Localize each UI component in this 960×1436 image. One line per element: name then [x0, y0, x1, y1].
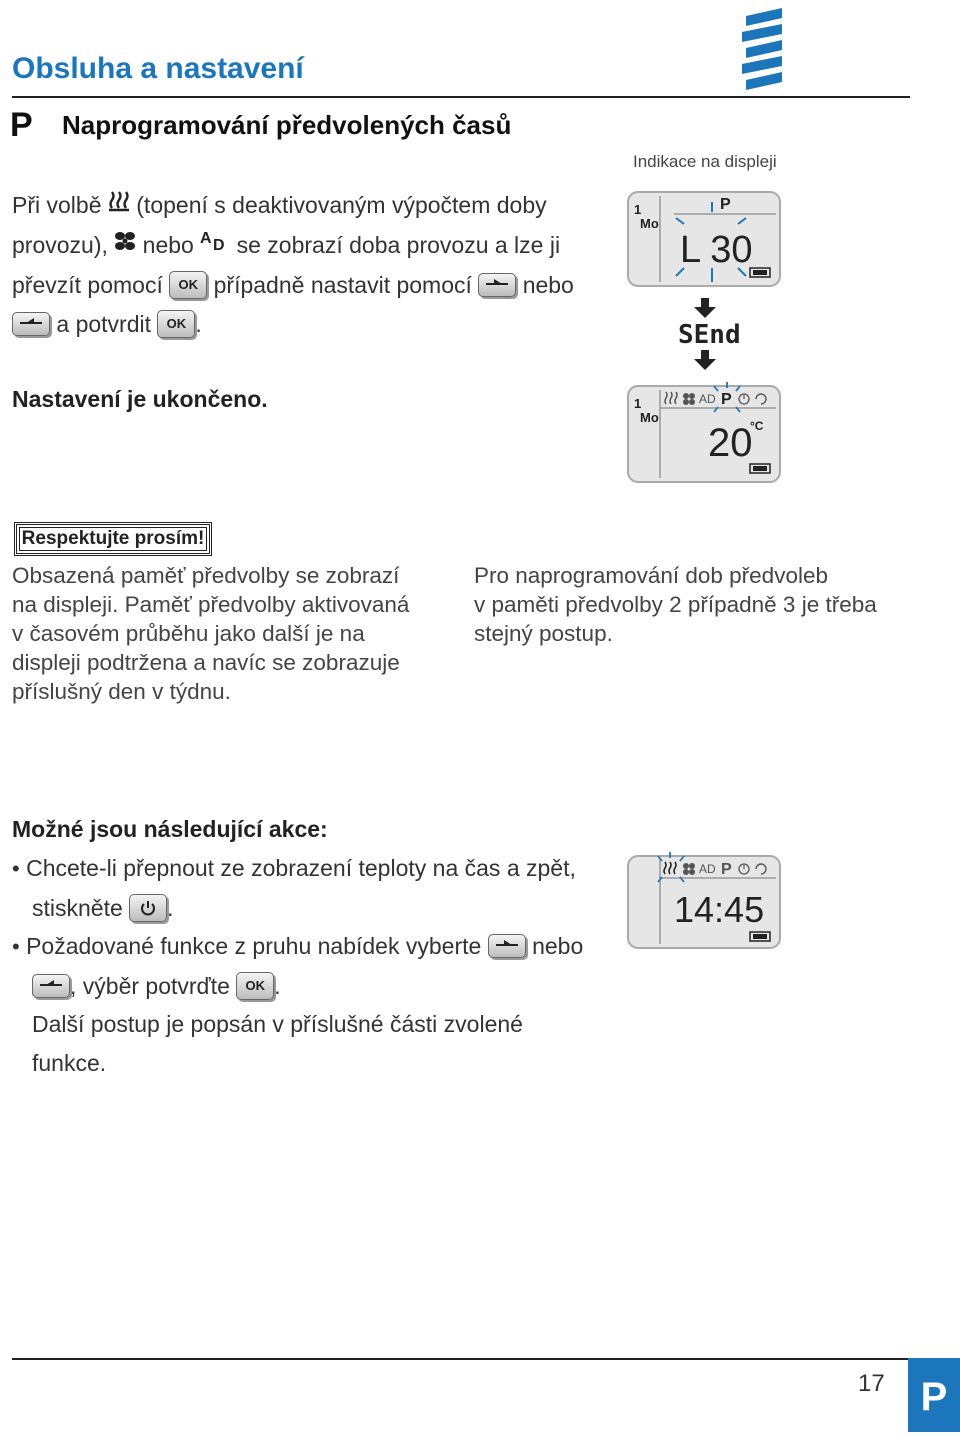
display-memory-number: 1 — [634, 396, 642, 411]
list-item-text: . — [274, 972, 281, 999]
power-key-icon — [129, 894, 167, 922]
intro-text: nebo — [142, 232, 194, 259]
list-item-continuation — [12, 967, 622, 1006]
section-letter: P — [10, 106, 33, 144]
ad-icon — [200, 225, 230, 264]
section-tab: P — [908, 1358, 960, 1432]
notice-line: Obsazená paměť předvolby se zobrazí — [12, 563, 400, 588]
display-unit: °C — [750, 419, 764, 433]
display-ad-symbol: AD — [699, 862, 716, 876]
intro-text: převzít pomocí — [12, 272, 163, 299]
intro-text: (topení s deaktivovaným výpočtem doby — [136, 192, 547, 218]
list-item-continuation — [12, 1005, 622, 1044]
settings-done-text: Nastavení je ukončeno. — [12, 386, 268, 412]
display-day: Mo — [640, 410, 659, 425]
intro-line-2 — [12, 226, 612, 266]
actions-title: Možné jsou následující akce: — [12, 816, 328, 842]
list-item-continuation — [12, 889, 622, 928]
list-item-text: nebo — [532, 933, 584, 960]
list-item-text: Další postup je popsán v příslušné části zvolené — [32, 1011, 523, 1038]
arrow-right-key-icon — [12, 312, 50, 336]
notice-left-text — [12, 561, 452, 706]
display-value: 14:45 — [674, 889, 765, 930]
list-item-continuation — [12, 1044, 622, 1083]
fan-icon — [114, 225, 136, 264]
arrow-down-icon — [694, 350, 716, 375]
arrow-left-key-icon — [488, 934, 526, 958]
display-ad-symbol: AD — [699, 392, 716, 406]
ok-key-icon: OK — [236, 972, 274, 1000]
intro-text: případně nastavit pomocí — [213, 272, 472, 299]
display-send-text: SEnd — [678, 320, 741, 350]
intro-line-1 — [12, 186, 612, 226]
intro-text: nebo — [522, 272, 574, 299]
display-preset-time — [626, 190, 782, 295]
intro-paragraph — [12, 186, 612, 344]
heating-icon — [108, 185, 130, 224]
display-p-symbol: P — [720, 196, 731, 213]
intro-line-3 — [12, 266, 612, 305]
notice-line: Pro naprogramování dob předvoleb — [474, 563, 828, 588]
intro-line-4 — [12, 305, 612, 344]
bullet-icon: • — [12, 934, 20, 960]
ok-key-icon: OK — [169, 271, 207, 299]
list-item-text: Požadované funkce z pruhu nabídek vyberte — [26, 933, 482, 960]
notice-line: stejný postup. — [474, 621, 613, 646]
notice-line: příslušný den v týdnu. — [12, 679, 231, 704]
notice-right-text — [474, 561, 914, 648]
intro-text: a potvrdit — [56, 311, 151, 338]
list-item — [12, 849, 622, 889]
list-item-text: Chcete-li přepnout ze zobrazení teploty na čas a zpět, — [26, 855, 576, 881]
intro-text: . — [195, 311, 202, 338]
display-caption: Indikace na displeji — [633, 152, 777, 171]
display-value: 20 — [708, 421, 753, 465]
notice-line: v časovém průběhu jako další je na — [12, 621, 365, 646]
footer-rule — [12, 1358, 908, 1360]
intro-text: Při volbě — [12, 192, 102, 218]
arrow-left-key-icon — [478, 273, 516, 297]
svg-text:D: D — [213, 236, 225, 252]
notice-label: Respektujte prosím! — [14, 522, 212, 556]
arrow-right-key-icon — [32, 974, 70, 998]
list-item-text: . — [167, 894, 174, 921]
display-memory-number: 1 — [634, 202, 642, 217]
display-time — [626, 852, 782, 957]
page-heading: Obsluha a nastavení — [12, 52, 304, 85]
svg-text:A: A — [200, 229, 212, 247]
notice-line: na displeji. Paměť předvolby aktivovaná — [12, 592, 410, 617]
display-p-symbol: P — [721, 861, 732, 878]
section-title: Naprogramování předvolených časů — [62, 110, 512, 140]
list-item-text: , výběr potvrďte — [70, 972, 230, 999]
display-p-symbol: P — [721, 391, 732, 408]
bullet-icon: • — [12, 856, 20, 881]
notice-line: v paměti předvolby 2 případně 3 je třeba — [474, 592, 877, 617]
display-day: Mo — [640, 216, 659, 231]
actions-list — [12, 849, 622, 1083]
page-number: 17 — [858, 1370, 885, 1397]
list-item — [12, 927, 622, 967]
list-item-text: stiskněte — [32, 894, 123, 921]
display-value: L 30 — [680, 229, 753, 271]
ok-key-icon: OK — [157, 310, 195, 338]
intro-text: se zobrazí doba provozu a lze ji — [236, 232, 561, 259]
intro-text: provozu), — [12, 232, 108, 259]
notice-line: displeji podtržena a navíc se zobrazuje — [12, 650, 400, 675]
display-temperature — [626, 382, 782, 491]
brand-logo — [738, 6, 786, 95]
header-rule — [12, 96, 910, 98]
list-item-text: funkce. — [32, 1049, 107, 1076]
